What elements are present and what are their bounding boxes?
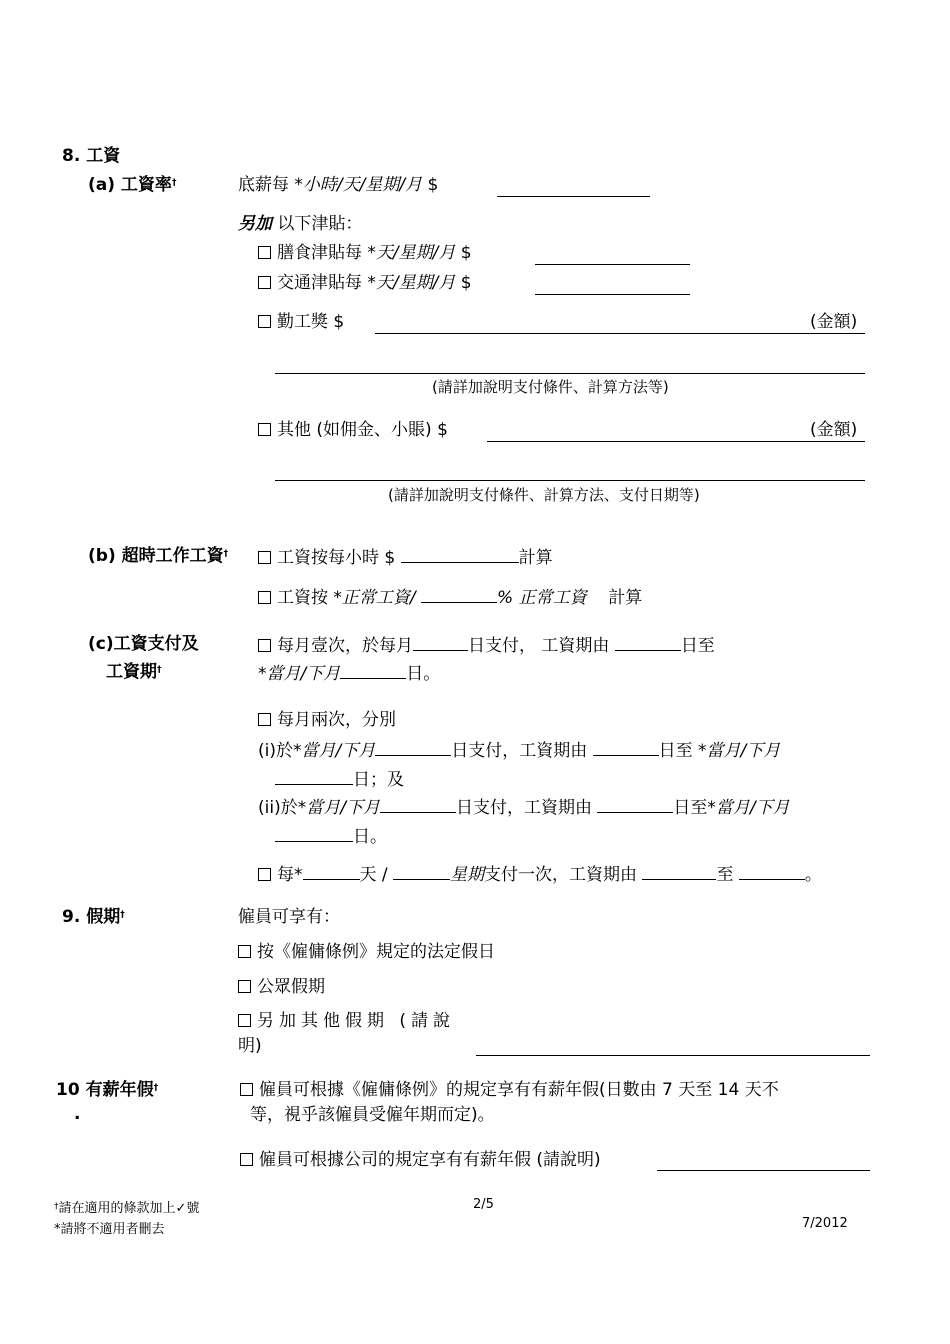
text: $ <box>455 273 472 293</box>
meal-allowance-blank[interactable] <box>535 264 690 265</box>
statutory-leave-line <box>240 1080 779 1100</box>
version-date: 7/2012 <box>802 1216 848 1231</box>
text: 。 <box>804 865 822 885</box>
twice-ii-line <box>258 796 790 818</box>
text: 日支付， 工資期由 <box>468 636 610 656</box>
text: 當月/下月 <box>266 664 341 684</box>
other-holiday-line-2: 明) <box>238 1036 262 1056</box>
checkbox[interactable] <box>258 315 271 328</box>
attendance-bonus-line <box>258 312 344 332</box>
blank[interactable] <box>413 634 468 651</box>
text: 日。 <box>353 827 387 847</box>
text: 日至 <box>680 636 715 656</box>
text: * <box>258 664 267 684</box>
text: 每* <box>277 865 303 885</box>
monthly-once-line <box>258 634 715 656</box>
checkbox[interactable] <box>238 1014 251 1027</box>
text: 交通津貼每 * <box>277 273 376 293</box>
dagger-mark: † <box>157 665 162 675</box>
checkbox[interactable] <box>240 1153 253 1166</box>
text: 日；及 <box>353 770 404 790</box>
other-details-blank[interactable] <box>275 480 865 481</box>
text: 當月/下月 <box>301 741 376 761</box>
section-8a-label <box>88 175 176 195</box>
other-allowance-blank[interactable] <box>487 441 865 442</box>
overtime-hourly-blank[interactable] <box>401 546 519 563</box>
text: 日支付，工資期由 <box>451 741 588 761</box>
company-leave-blank[interactable] <box>657 1170 870 1171</box>
section-8c-label: (c)工資支付及 <box>88 634 199 654</box>
label-text: 10 有薪年假 <box>56 1080 154 1100</box>
text: 另加 <box>238 214 272 234</box>
blank[interactable] <box>275 825 353 842</box>
label-text: 工資期 <box>106 662 157 682</box>
statutory-holiday-line <box>238 942 495 962</box>
checkbox[interactable] <box>258 551 271 564</box>
overtime-percent-line <box>258 586 642 608</box>
dagger-mark: † <box>120 910 125 920</box>
unit-options: 天/星期/月 <box>375 243 456 263</box>
amount-label: (金額) <box>810 312 858 332</box>
dagger-mark: † <box>153 1083 159 1093</box>
text: 正常工資/ <box>341 588 416 608</box>
blank[interactable] <box>642 863 716 880</box>
text: 勤工獎 $ <box>277 312 345 332</box>
checkbox[interactable] <box>240 1083 253 1096</box>
checkbox[interactable] <box>238 945 251 958</box>
other-holiday-blank[interactable] <box>476 1055 870 1056</box>
dagger-mark: † <box>223 549 229 559</box>
dagger-mark: † <box>171 178 177 188</box>
text: 另加其他假期 (請說 <box>257 1011 456 1031</box>
blank[interactable] <box>275 768 353 785</box>
checkbox[interactable] <box>258 639 271 652</box>
text: $ <box>455 243 472 263</box>
text: 日至* <box>673 798 716 818</box>
blank[interactable] <box>340 662 406 679</box>
text: 僱員可根據《僱傭條例》的規定享有有薪年假(日數由 7 天至 14 天不 <box>259 1080 779 1100</box>
attendance-note: (請詳加說明支付條件、計算方法等) <box>432 378 669 396</box>
holiday-intro: 僱員可享有： <box>238 907 340 927</box>
section-8b-label <box>88 546 228 566</box>
text: $ <box>422 175 439 195</box>
company-leave-line <box>240 1150 601 1170</box>
allowance-heading <box>238 214 362 234</box>
text: 公眾假期 <box>257 977 325 997</box>
other-note: (請詳加說明支付條件、計算方法、支付日期等) <box>388 486 700 504</box>
unit-options: 天/星期/月 <box>375 273 456 293</box>
text: (ii)於* <box>258 798 307 818</box>
blank[interactable] <box>303 863 360 880</box>
blank[interactable] <box>593 739 659 756</box>
text: 底薪每 * <box>238 175 303 195</box>
unit-options: 小時/天/星期/月 <box>302 175 423 195</box>
transport-allowance-line <box>258 273 472 293</box>
label-text: (b) 超時工作工資 <box>88 546 224 566</box>
other-holiday-line <box>238 1011 455 1031</box>
text: 按《僱傭條例》規定的法定假日 <box>257 942 495 962</box>
overtime-hourly-line <box>258 546 553 568</box>
text: 日。 <box>406 664 441 684</box>
text: 以下津貼： <box>277 214 363 234</box>
text: 工資按 * <box>277 588 342 608</box>
attendance-bonus-blank[interactable] <box>375 333 865 334</box>
footnote-delete: *請將不適用者刪去 <box>54 1222 165 1237</box>
checkbox[interactable] <box>258 868 271 881</box>
text: 其他 (如佣金、小賬) $ <box>277 420 448 440</box>
text: 星期 <box>450 865 485 885</box>
text: 當月/下月 <box>706 741 781 761</box>
blank[interactable] <box>393 863 450 880</box>
blank[interactable] <box>380 796 456 813</box>
text: % 正常工資 <box>497 588 587 608</box>
footnote-tick <box>54 1199 199 1219</box>
overtime-percent-blank[interactable] <box>421 586 497 603</box>
text: 計算 <box>518 548 553 568</box>
text: 每月兩次，分別 <box>277 710 396 730</box>
text: 計算 <box>608 588 643 608</box>
base-salary-blank[interactable] <box>497 196 650 197</box>
text: 至 <box>716 865 734 885</box>
monthly-once-line-2 <box>258 662 440 684</box>
dagger-mark: † <box>54 1202 59 1212</box>
text: 請在適用的條款加上✓號 <box>58 1201 200 1216</box>
section-10-title <box>56 1080 158 1100</box>
monthly-twice-line <box>258 710 396 730</box>
base-salary-line <box>238 175 438 195</box>
twice-i-line <box>258 739 780 761</box>
text: 支付一次，工資期由 <box>484 865 638 885</box>
text: (i)於* <box>258 741 302 761</box>
transport-allowance-blank[interactable] <box>535 294 690 295</box>
text: 工資按每小時 $ <box>277 548 396 568</box>
label-text: 9. 假期 <box>62 907 121 927</box>
public-holiday-line <box>238 977 325 997</box>
section-9-title <box>62 907 125 927</box>
checkbox[interactable] <box>258 246 271 259</box>
meal-allowance-line <box>258 243 472 263</box>
text: 天 / <box>359 865 388 885</box>
other-allowance-line <box>258 420 448 440</box>
checkbox[interactable] <box>258 276 271 289</box>
section-8c-label-2 <box>106 662 162 682</box>
checkbox[interactable] <box>258 713 271 726</box>
blank[interactable] <box>597 796 673 813</box>
amount-label: (金額) <box>810 420 858 440</box>
text: 日至 * <box>658 741 707 761</box>
text: 日支付，工資期由 <box>455 798 592 818</box>
text: 當月/下月 <box>715 798 790 818</box>
text: 每月壹次，於每月 <box>277 636 413 656</box>
every-period-line <box>258 863 822 885</box>
checkbox[interactable] <box>258 423 271 436</box>
statutory-leave-line-2: 等，視乎該僱員受僱年期而定)。 <box>250 1105 495 1125</box>
checkbox[interactable] <box>238 980 251 993</box>
blank[interactable] <box>739 863 805 880</box>
attendance-details-blank[interactable] <box>275 373 865 374</box>
checkbox[interactable] <box>258 591 271 604</box>
blank[interactable] <box>615 634 681 651</box>
section-8-title: 8. 工資 <box>62 146 121 166</box>
section-10-dot: . <box>74 1104 81 1124</box>
text: 當月/下月 <box>306 798 380 818</box>
twice-i-line-2 <box>275 768 404 790</box>
twice-ii-line-2 <box>275 825 387 847</box>
page-number: 2/5 <box>473 1197 494 1212</box>
label-text: (a) 工資率 <box>88 175 172 195</box>
text: 膳食津貼每 * <box>277 243 376 263</box>
blank[interactable] <box>375 739 451 756</box>
text: 僱員可根據公司的規定享有有薪年假 (請說明) <box>259 1150 601 1170</box>
